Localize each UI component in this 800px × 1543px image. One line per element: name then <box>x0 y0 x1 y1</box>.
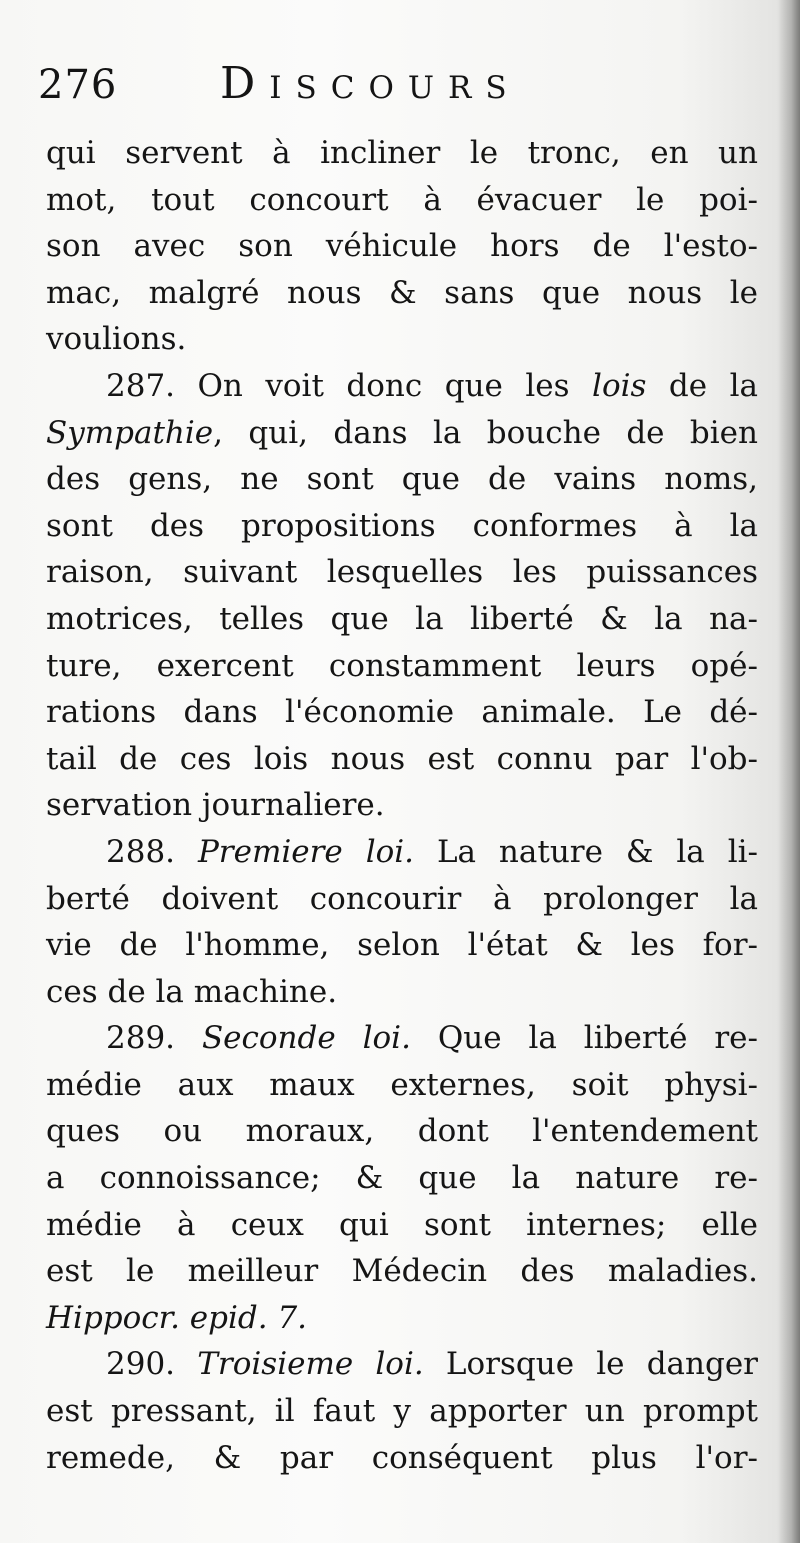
body-text <box>46 130 758 1481</box>
text-line <box>46 1435 758 1482</box>
text-run: tail de ces lois nous est connu par l'ob- <box>46 740 758 777</box>
text-line <box>46 1295 758 1342</box>
text-run: de la <box>646 367 758 404</box>
text-run: ques ou moraux, dont l'entendement <box>46 1113 758 1150</box>
text-line <box>46 316 758 363</box>
text-line <box>46 643 758 690</box>
page-number: 276 <box>38 62 118 108</box>
text-run: La nature & la li- <box>414 833 758 870</box>
text-run: ture, exercent constamment leurs opé- <box>46 647 758 684</box>
text-line <box>46 596 758 643</box>
text-run: remede, & par conséquent plus l'or- <box>46 1439 758 1476</box>
text-line <box>46 1155 758 1202</box>
running-head <box>38 58 598 118</box>
text-run: voulions. <box>46 321 187 358</box>
italic-run: Premiere loi. <box>197 833 415 870</box>
text-run: rations dans l'économie animale. Le dé- <box>46 694 758 731</box>
text-run: est pressant, il faut y apporter un prompt <box>46 1393 758 1430</box>
text-run: motrices, telles que la liberté & la na- <box>46 600 758 637</box>
text-line <box>46 270 758 317</box>
text-line <box>46 177 758 224</box>
text-line <box>46 410 758 457</box>
text-run: vie de l'homme, selon l'état & les for- <box>46 927 758 964</box>
text-line <box>46 1341 758 1388</box>
text-line <box>46 736 758 783</box>
book-spine-shadow <box>778 0 800 1543</box>
text-run: mot, tout concourt à évacuer le poi- <box>46 181 758 218</box>
text-line <box>46 1015 758 1062</box>
text-line <box>46 1202 758 1249</box>
text-run: des gens, ne sont que de vains noms, <box>46 461 758 498</box>
text-line <box>46 456 758 503</box>
text-run: raison, suivant lesquelles les puissances <box>46 554 758 591</box>
text-line <box>46 1248 758 1295</box>
text-line <box>46 969 758 1016</box>
text-run: est le meilleur Médecin des maladies. <box>46 1253 758 1290</box>
italic-run: Sympathie <box>46 414 214 451</box>
text-run: son avec son véhicule hors de l'esto- <box>46 228 758 265</box>
text-line <box>46 689 758 736</box>
text-run: 290. <box>106 1346 198 1383</box>
italic-run: Seconde loi. <box>201 1020 411 1057</box>
italic-run: Troisieme loi. <box>197 1346 424 1383</box>
text-line <box>46 223 758 270</box>
text-run: mac, malgré nous & sans que nous le <box>46 274 758 311</box>
text-run: 288. <box>106 833 198 870</box>
text-line <box>46 829 758 876</box>
text-line <box>46 782 758 829</box>
text-line <box>46 876 758 923</box>
text-run: qui servent à incliner le tronc, en un <box>46 135 758 171</box>
text-line <box>46 1388 758 1435</box>
text-run: , qui, dans la bouche de bien <box>213 414 758 451</box>
text-run: médie aux maux externes, soit physi- <box>46 1066 758 1103</box>
text-line <box>46 549 758 596</box>
text-run: Lorsque le danger <box>423 1346 758 1383</box>
running-head-title: Discours <box>220 58 521 109</box>
text-line <box>46 1062 758 1109</box>
text-run: Que la liberté re- <box>410 1020 758 1057</box>
text-run: berté doivent concourir à prolonger la <box>46 880 758 917</box>
text-run: médie à ceux qui sont internes; elle <box>46 1206 758 1243</box>
text-line <box>46 130 758 177</box>
text-line <box>46 503 758 550</box>
text-run: 287. On voit donc que les <box>106 367 593 404</box>
text-line <box>46 922 758 969</box>
text-run: ces de la machine. <box>46 973 338 1010</box>
italic-run: Hippocr. epid. 7. <box>46 1299 308 1336</box>
text-line <box>46 1108 758 1155</box>
text-run: servation journaliere. <box>46 787 385 824</box>
text-run: sont des propositions conformes à la <box>46 507 758 544</box>
text-line <box>46 363 758 410</box>
text-run: a connoissance; & que la nature re- <box>46 1160 758 1197</box>
text-run: 289. <box>106 1020 202 1057</box>
italic-run: lois <box>592 367 647 404</box>
